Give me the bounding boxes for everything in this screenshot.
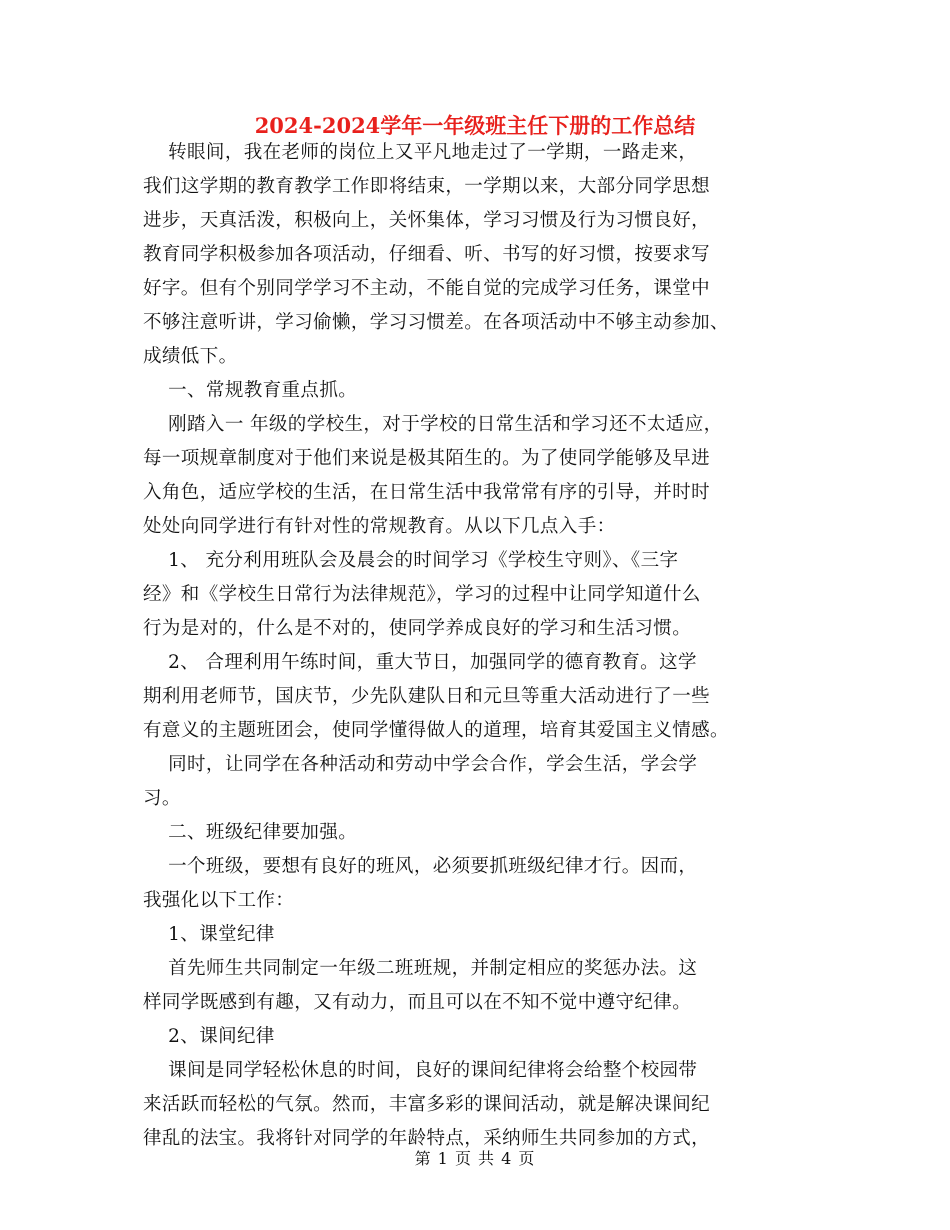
text-line: 来活跃而轻松的气氛。然而，丰富多彩的课间活动，就是解决课间纪 — [143, 1094, 711, 1115]
text-line: 律乱的法宝。我将针对同学的年龄特点，采纳师生共同参加的方式， — [143, 1128, 711, 1149]
text-line: 入角色，适应学校的生活，在日常生活中我常常有序的引导，并时时 — [143, 482, 711, 503]
text-line: 经》和《学校生日常行为法律规范》，学习的过程中让同学知道什么 — [143, 584, 701, 605]
document-title: 2024-2024学年一年级班主任下册的工作总结 — [254, 113, 696, 138]
text-line: 处处向同学进行有针对性的常规教育。从以下几点入手： — [143, 516, 616, 537]
text-line: 好字。但有个别同学学习不主动，不能自觉的完成学习任务，课堂中 — [143, 278, 711, 299]
text-line: 一个班级，要想有良好的班风，必须要抓班级纪律才行。因而， — [143, 856, 698, 877]
text-line: 进步，天真活泼，积极向上，关怀集体，学习习惯及行为习惯良好， — [143, 210, 711, 231]
text-line: 转眼间，我在老师的岗位上又平凡地走过了一学期，一路走来， — [143, 142, 698, 163]
text-line: 刚踏入一 年级的学校生，对于学校的日常生活和学习还不太适应， — [143, 414, 723, 435]
text-line: 同时，让同学在各种活动和劳动中学会合作，学会生活，学会学 — [143, 754, 698, 775]
text-line: 课间是同学轻松休息的时间，良好的课间纪律将会给整个校园带 — [143, 1060, 698, 1081]
text-line: 2、课间纪律 — [143, 1026, 275, 1047]
text-line: 样同学既感到有趣，又有动力，而且可以在不知不觉中遵守纪律。 — [143, 992, 692, 1013]
text-line: 每一项规章制度对于他们来说是极其陌生的。为了使同学能够及早进 — [143, 448, 711, 469]
text-line: 1、课堂纪律 — [143, 924, 275, 945]
page-footer: 第 1 页 共 4 页 — [414, 1149, 536, 1168]
text-line: 首先师生共同制定一年级二班班规，并制定相应的奖惩办法。这 — [143, 958, 698, 979]
text-line: 2、 合理利用午练时间，重大节日，加强同学的德育教育。这学 — [143, 652, 697, 673]
text-line: 我强化以下工作： — [143, 890, 295, 911]
text-line: 一、常规教育重点抓。 — [143, 380, 358, 401]
text-line: 1、 充分利用班队会及晨会的时间学习《学校生守则》、《三字 — [143, 550, 679, 571]
text-line: 成绩低下。 — [143, 346, 238, 367]
text-line: 行为是对的，什么是不对的，使同学养成良好的学习和生活习惯。 — [143, 618, 692, 639]
text-line: 期利用老师节，国庆节，少先队建队日和元旦等重大活动进行了一些 — [143, 686, 711, 707]
text-line: 不够注意听讲，学习偷懒，学习习惯差。在各项活动中不够主动参加、 — [143, 312, 729, 333]
document-body — [143, 136, 823, 1156]
text-line: 教育同学积极参加各项活动，仔细看、听、书写的好习惯，按要求写 — [143, 244, 711, 265]
text-line: 我们这学期的教育教学工作即将结束，一学期以来，大部分同学思想 — [143, 176, 711, 197]
text-line: 习。 — [143, 788, 181, 809]
text-line: 二、班级纪律要加强。 — [143, 822, 358, 843]
text-line: 有意义的主题班团会，使同学懂得做人的道理，培育其爱国主义情感。 — [143, 720, 729, 741]
